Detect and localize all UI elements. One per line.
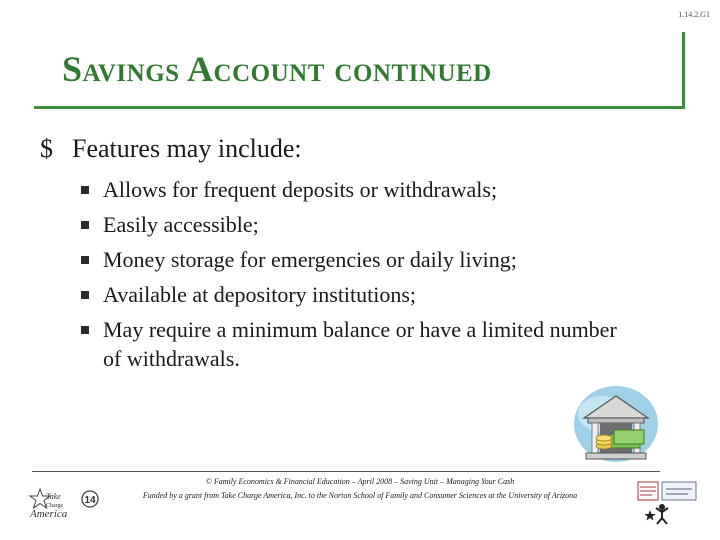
logo-text-charge: Charge — [46, 503, 64, 509]
logo-text-take: Take — [46, 492, 61, 501]
feature-item — [78, 280, 638, 309]
square-bullet-icon — [81, 291, 89, 299]
main-bullet-text: Features may include: — [72, 134, 302, 163]
dollar-bullet-icon: $ — [40, 134, 53, 163]
university-logo-icon — [636, 480, 700, 526]
footer-rule — [32, 471, 660, 472]
feature-text: Allows for frequent deposits or withdrawals; — [103, 177, 498, 202]
slide-code: 1.14.2.G1 — [678, 10, 710, 19]
footer-copyright: © Family Economics & Financial Education – April 2008 – Saving Unit – Managing Your Cash — [205, 477, 515, 486]
feature-item — [78, 315, 638, 373]
bank-clipart-icon — [572, 384, 660, 466]
logo-badge-number: 14 — [84, 495, 96, 506]
slide-title: Savings Account continued — [62, 49, 492, 89]
title-rule-horizontal — [34, 106, 685, 109]
feature-text: Available at depository institutions; — [103, 282, 417, 307]
logo-text-america: America — [30, 508, 68, 519]
feature-list — [78, 175, 638, 379]
feature-text: Easily accessible; — [103, 212, 259, 237]
feature-item — [78, 210, 638, 239]
feature-item — [78, 245, 638, 274]
footer-funding: Funded by a grant from Take Charge America, Inc. to the Norton School of Family and Consumer Sciences at the University of Arizona — [142, 491, 578, 500]
square-bullet-icon — [81, 326, 89, 334]
square-bullet-icon — [81, 186, 89, 194]
feature-item — [78, 175, 638, 204]
title-rule-vertical — [682, 32, 685, 108]
feature-text: Money storage for emergencies or daily living; — [103, 247, 517, 272]
main-bullet — [40, 134, 302, 164]
feature-text: May require a minimum balance or have a limited number of withdrawals. — [103, 317, 617, 371]
square-bullet-icon — [81, 221, 89, 229]
take-charge-america-logo — [28, 487, 106, 519]
square-bullet-icon — [81, 256, 89, 264]
